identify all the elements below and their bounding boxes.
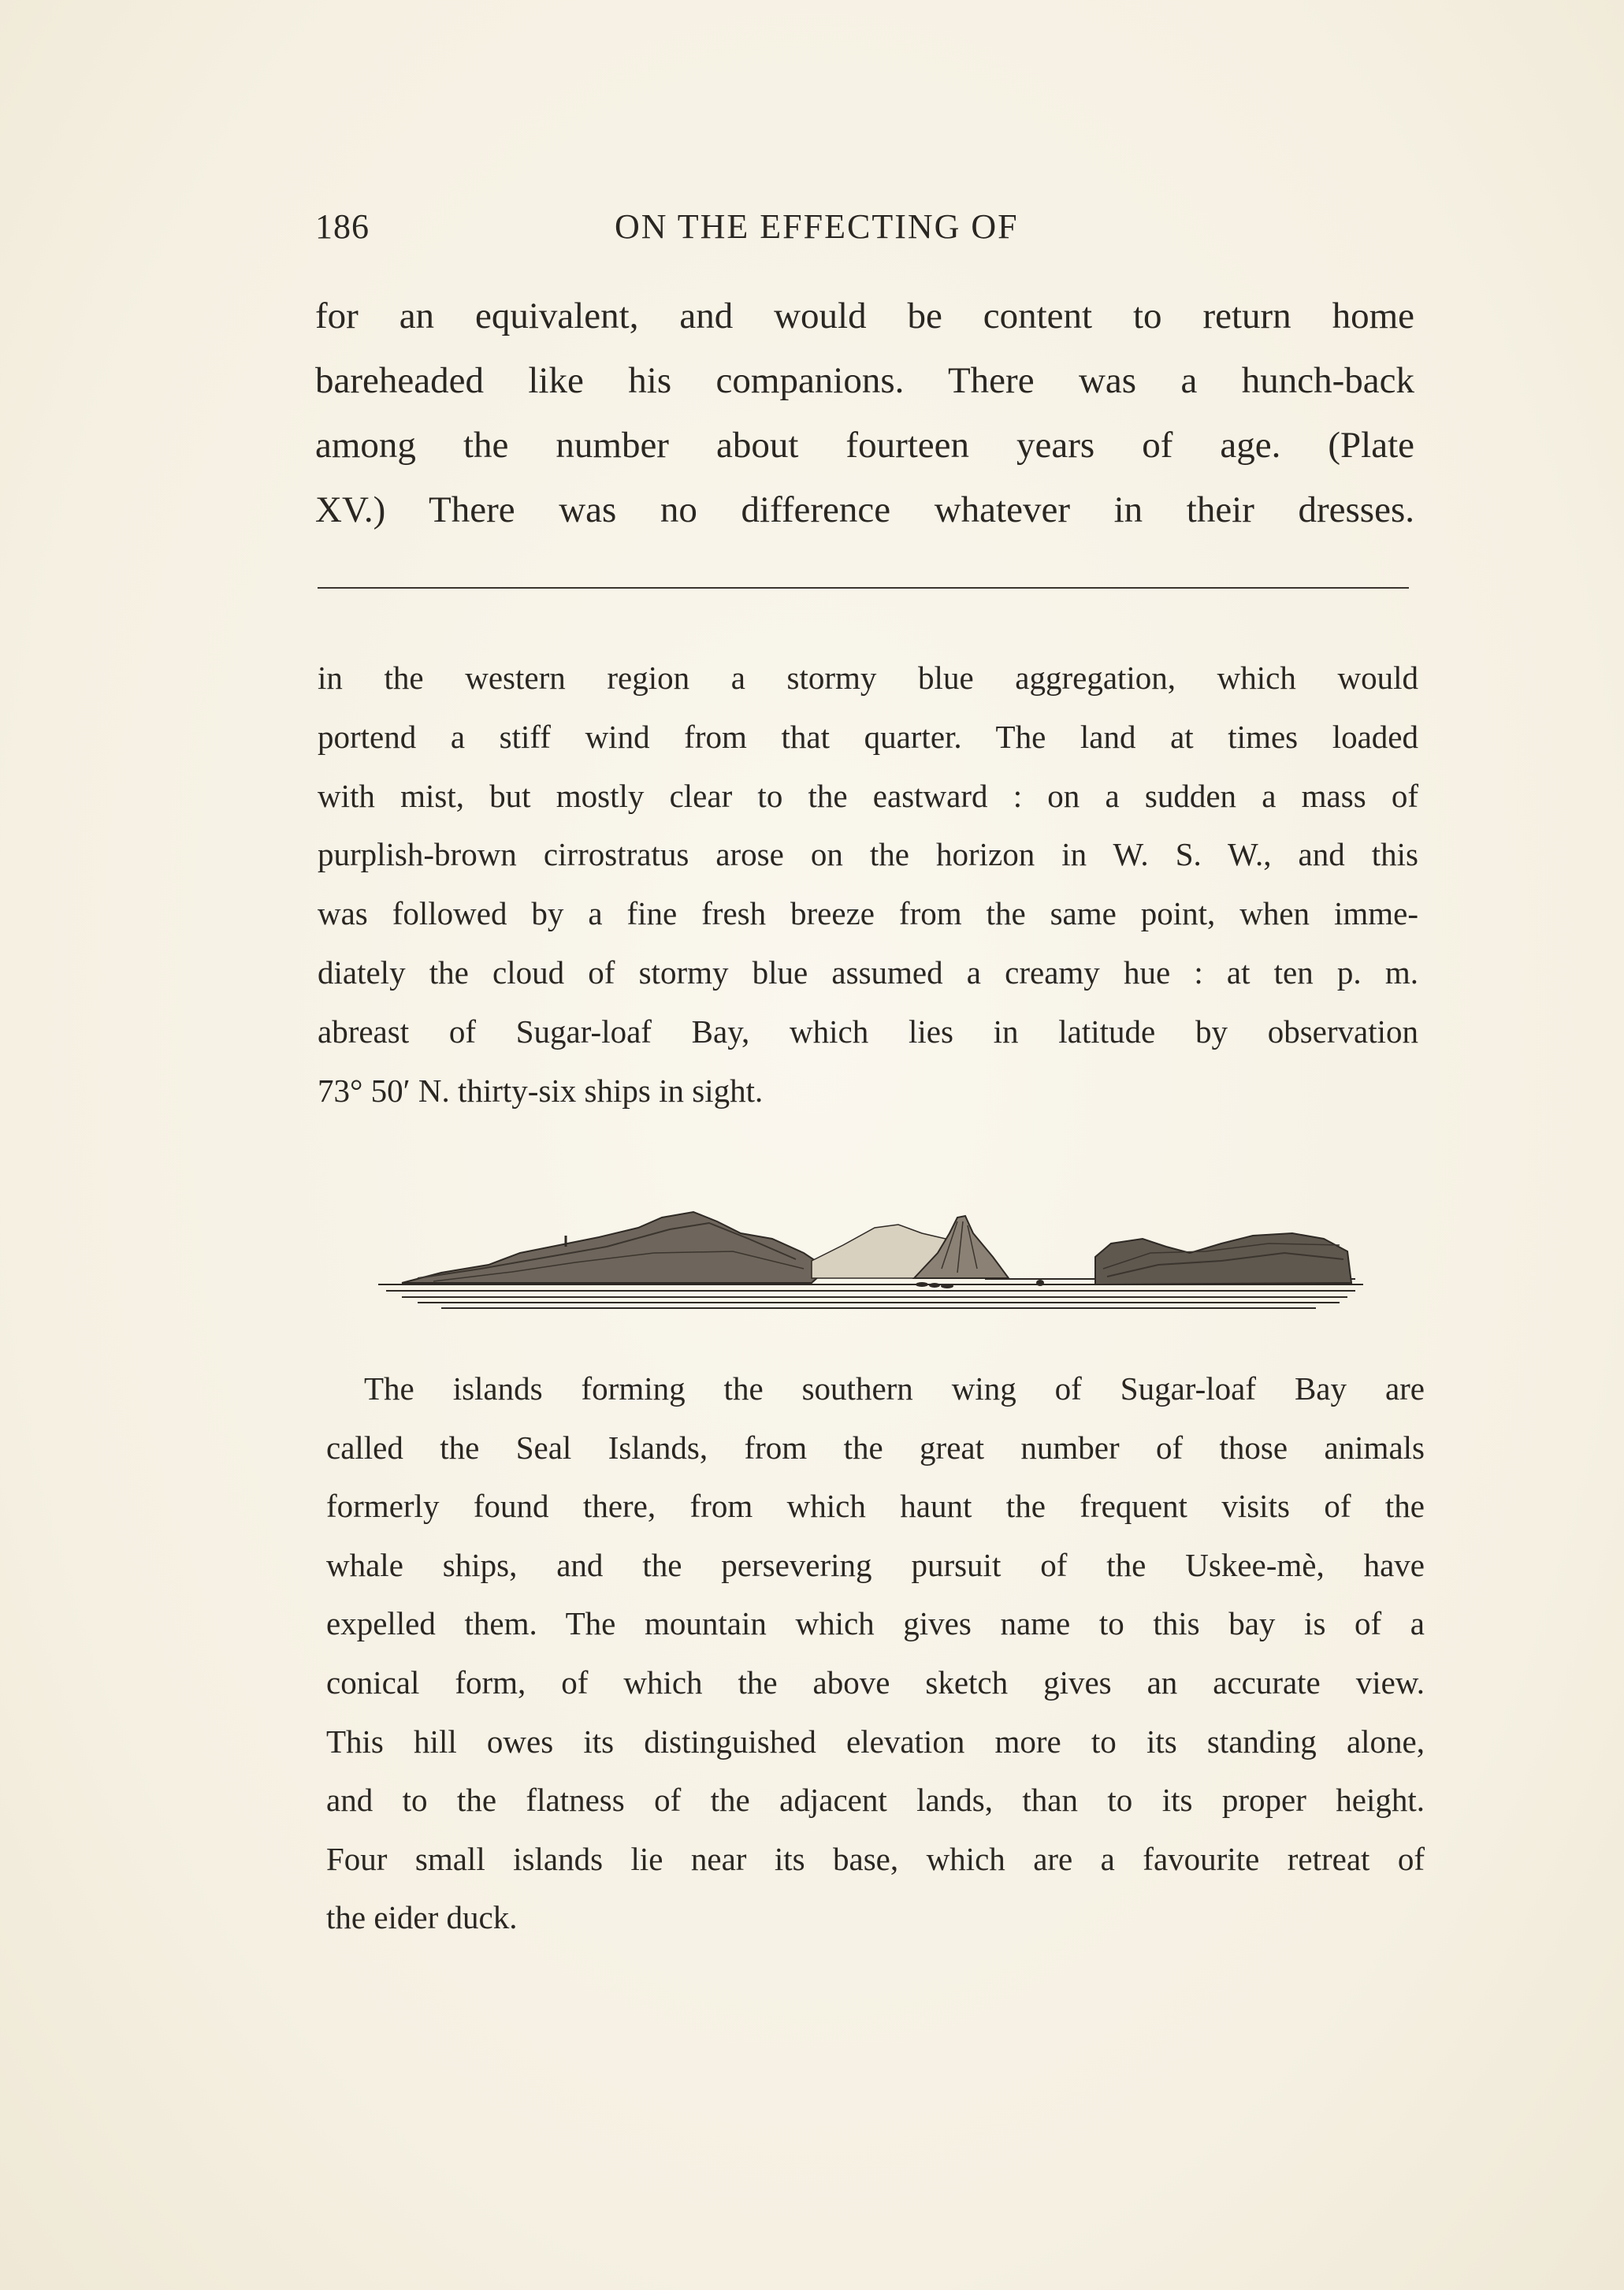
text-line: Four small islands lie near its base, which are a favourite retreat of [326,1840,1425,1877]
text-line: portend a stiff wind from that quarter. The land at times loaded [318,718,1418,755]
text-line: the eider duck. [326,1899,518,1936]
sugar-loaf-bay-engraving [370,1190,1371,1316]
note-paragraph [318,649,1418,1120]
page-number: 186 [315,207,370,246]
text-line: 73° 50′ N. thirty-six ships in sight. [318,1072,764,1109]
top-paragraph [315,284,1414,542]
text-line: expelled them. The mountain which gives name to this bay is of a [326,1605,1425,1642]
text-line: formerly found there, from which haunt the frequent visits of the [326,1488,1425,1525]
running-title: ON THE EFFECTING OF [615,207,1019,246]
left-island-shape [402,1212,827,1283]
text-line: diately the cloud of stormy blue assumed a creamy hue : at ten p. m. [318,954,1418,991]
text-line: called the Seal Islands, from the great number of those animals [326,1429,1425,1466]
footnote-rule [318,587,1409,589]
text-line: whale ships, and the persevering pursuit of the Uskee-mè, have [326,1546,1425,1583]
small-island-shape [916,1282,928,1287]
small-island-shape [929,1283,940,1288]
text-line: XV.) There was no difference whatever in their dresses. [315,489,1414,530]
bottom-paragraph [326,1359,1425,1947]
text-line: purplish-brown cirrostratus arose on the horizon in W. S. W., and this [318,836,1418,873]
text-line: among the number about fourteen years of age. (Plate [315,425,1414,466]
text-line: and to the flatness of the adjacent lands, than to its proper height. [326,1782,1425,1819]
text-line: was followed by a fine fresh breeze from the same point, when imme- [318,895,1418,932]
text-line: with mist, but mostly clear to the eastward : on a sudden a mass of [318,777,1418,814]
running-head [315,206,1418,254]
text-line: abreast of Sugar-loaf Bay, which lies in latitude by observation [318,1013,1418,1050]
text-line: bareheaded like his companions. There was a hunch-back [315,360,1414,401]
text-line: The islands forming the southern wing of Sugar-loaf Bay are [364,1370,1425,1407]
text-line: This hill owes its distinguished elevation more to its standing alone, [326,1723,1425,1760]
small-island-shape [1036,1280,1044,1286]
text-line: for an equivalent, and would be content to return home [315,296,1414,336]
text-line: in the western region a stormy blue aggregation, which would [318,660,1418,696]
text-line: conical form, of which the above sketch gives an accurate view. [326,1664,1425,1701]
small-island-shape [941,1284,953,1288]
